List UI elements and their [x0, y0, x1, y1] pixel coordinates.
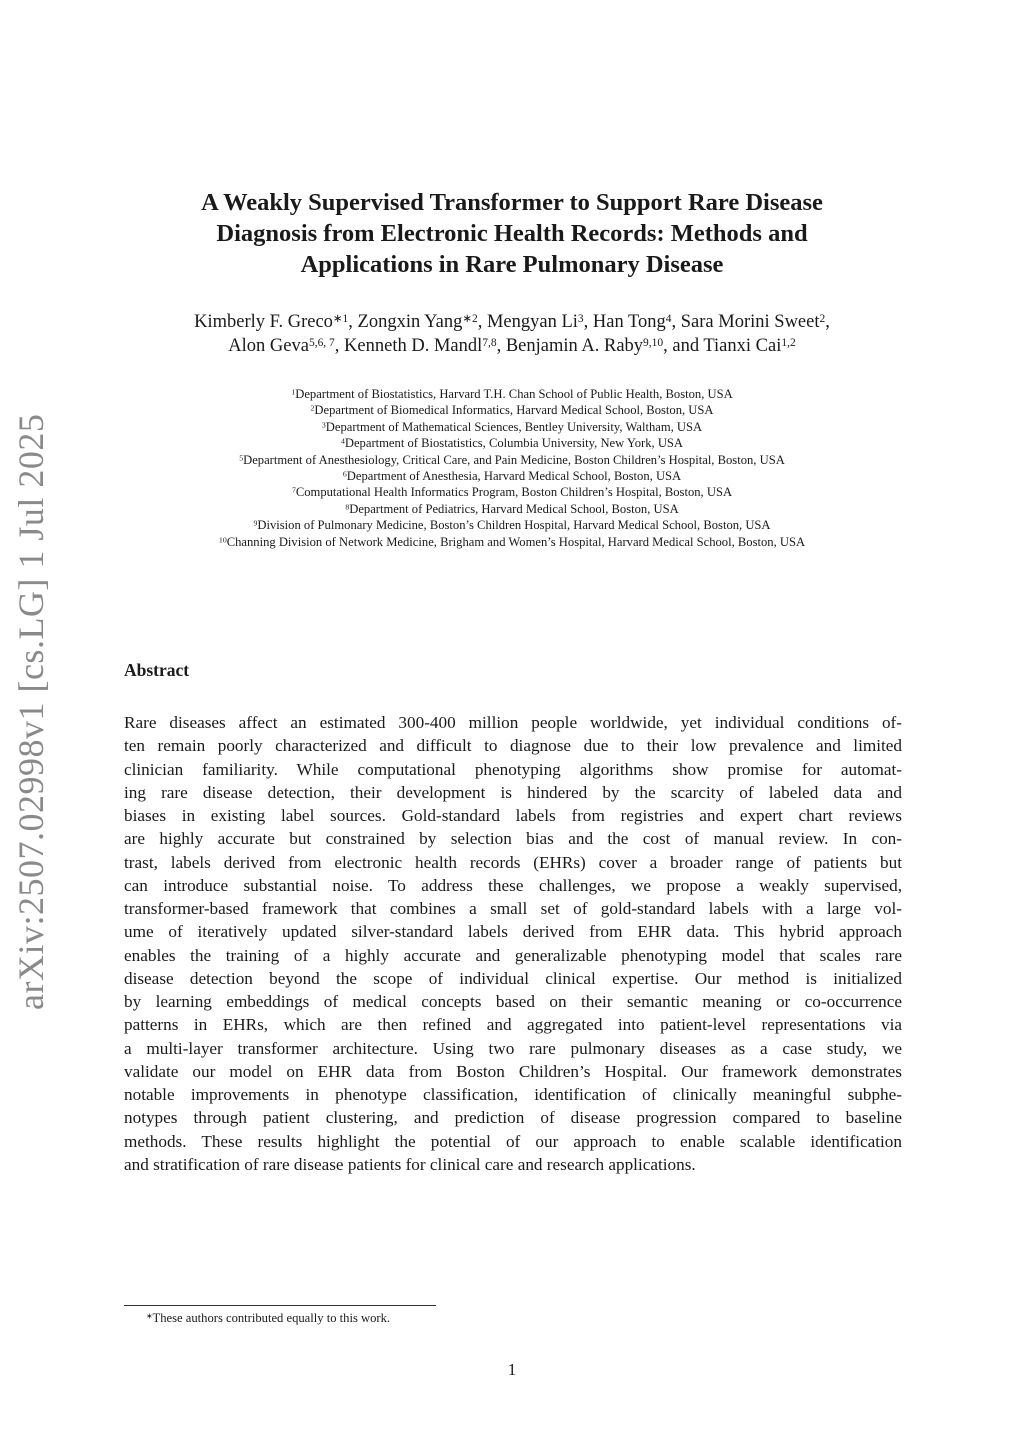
abstract-line: and stratification of rare disease patients for clinical care and research applications. — [124, 1154, 696, 1174]
abstract-line: Rare diseases affect an estimated 300-400 million people worldwide, yet individual conditions of- — [124, 713, 902, 732]
affiliation-number: 10 — [218, 535, 227, 545]
paper-title — [120, 187, 904, 280]
abstract-line: trast, labels derived from electronic health records (EHRs) cover a broader range of patients but — [124, 852, 902, 872]
abstract-line: are highly accurate but constrained by selection bias and the cost of manual review. In con- — [124, 829, 902, 849]
affiliation-number: 4 — [340, 436, 345, 446]
title-line: A Weakly Supervised Transformer to Support Rare Disease — [201, 189, 823, 216]
author-affiliation-mark: 9,10 — [643, 336, 664, 349]
affiliation-text: Channing Division of Network Medicine, Brigham and Women’s Hospital, Harvard Medical School, Boston, USA — [226, 534, 806, 549]
affiliation-list — [100, 386, 924, 550]
abstract-heading: Abstract — [124, 660, 190, 680]
affiliation-item — [100, 435, 924, 451]
affiliation-text: Department of Biomedical Informatics, Harvard Medical School, Boston, USA — [314, 403, 714, 418]
footnote-rule — [124, 1305, 436, 1306]
author-name: Benjamin A. Raby — [505, 336, 644, 356]
affiliation-item — [100, 386, 924, 402]
abstract-line: validate our model on EHR data from Boston Children’s Hospital. Our framework demonstrates — [124, 1061, 902, 1081]
affiliation-item — [100, 452, 924, 468]
abstract-line: by learning embeddings of medical concepts based on their semantic meaning or co-occurrence — [124, 992, 902, 1011]
page-number: 1 — [507, 1360, 517, 1379]
affiliation-text: Computational Health Informatics Program, Boston Children’s Hospital, Boston, USA — [295, 485, 733, 500]
author-affiliation-mark: 7,8 — [482, 336, 497, 349]
abstract-line: ume of iteratively updated silver-standard labels derived from EHR data. This hybrid approach — [124, 922, 902, 942]
affiliation-number: 3 — [321, 420, 326, 430]
author-list — [110, 310, 914, 358]
author-affiliation-mark: ∗2 — [462, 312, 478, 325]
author-name: Kenneth D. Mandl — [344, 336, 483, 356]
abstract-line: notable improvements in phenotype classification, identification of clinically meaningful subphe- — [124, 1085, 902, 1104]
abstract-line: disease detection beyond the scope of individual clinical expertise. Our method is initialized — [124, 968, 902, 988]
affiliation-item — [100, 534, 924, 550]
author-affiliation-mark: 5,6, 7 — [308, 336, 335, 349]
footnote — [146, 1311, 390, 1326]
abstract-line: a multi-layer transformer architecture. Using two rare pulmonary diseases as a case study, we — [124, 1038, 902, 1058]
author-name: Tianxi Cai — [703, 336, 782, 356]
affiliation-text: Department of Biostatistics, Harvard T.H. Chan School of Public Health, Boston, USA — [295, 387, 733, 401]
author-separator: , — [825, 312, 830, 332]
author-separator: , — [671, 312, 681, 332]
affiliation-item — [100, 468, 924, 484]
abstract-line: transformer-based framework that combines a small set of gold-standard labels with a large vol- — [124, 899, 902, 918]
author-name: Sara Morini Sweet — [680, 312, 820, 332]
abstract-line: can introduce substantial noise. To address these challenges, we propose a weakly supervised, — [124, 875, 902, 895]
title-line: Diagnosis from Electronic Health Records: Methods and — [216, 220, 808, 247]
affiliation-text: Department of Pediatrics, Harvard Medical School, Boston, USA — [349, 501, 679, 516]
affiliation-item — [100, 501, 924, 517]
author-line — [110, 310, 914, 334]
author-separator: , and — [663, 336, 704, 356]
author-separator: , — [583, 312, 593, 332]
abstract-line: methods. These results highlight the potential of our approach to enable scalable identification — [124, 1131, 902, 1151]
affiliation-number: 9 — [253, 518, 258, 528]
footnote-text: These authors contributed equally to this work. — [152, 1311, 391, 1325]
author-separator: , — [334, 336, 345, 356]
affiliation-number: 6 — [342, 469, 347, 479]
abstract-body — [124, 711, 902, 1176]
abstract-line: clinician familiarity. While computational phenotyping algorithms show promise for automat- — [124, 759, 902, 779]
affiliation-item — [100, 517, 924, 533]
author-name: Han Tong — [592, 312, 666, 332]
affiliation-text: Division of Pulmonary Medicine, Boston’s Children Hospital, Harvard Medical School, Boston, USA — [257, 518, 771, 533]
author-affiliation-mark: 1,2 — [781, 336, 796, 349]
affiliation-item — [100, 402, 924, 418]
affiliation-text: Department of Biostatistics, Columbia University, New York, USA — [344, 436, 684, 451]
abstract-line: patterns in EHRs, which are then refined and aggregated into patient-level representations via — [124, 1015, 902, 1035]
author-affiliation-mark: 4 — [665, 312, 672, 325]
author-name: Zongxin Yang — [357, 312, 463, 332]
footnote-mark: ∗ — [146, 1311, 153, 1321]
author-line — [110, 334, 914, 358]
abstract-line: notypes through patient clustering, and prediction of disease progression compared to baseline — [124, 1108, 902, 1128]
author-separator: , — [348, 312, 358, 332]
title-line: Applications in Rare Pulmonary Disease — [300, 251, 724, 278]
author-affiliation-mark: 3 — [577, 312, 584, 325]
author-name: Alon Geva — [228, 336, 309, 356]
affiliation-number: 7 — [291, 485, 296, 495]
author-name: Mengyan Li — [486, 312, 578, 332]
abstract-line: ing rare disease detection, their development is hindered by the scarcity of labeled data and — [124, 782, 902, 802]
affiliation-text: Department of Anesthesiology, Critical Care, and Pain Medicine, Boston Children’s Hospital, Boston, USA — [243, 452, 785, 467]
affiliation-number: 2 — [310, 403, 315, 413]
author-affiliation-mark: ∗1 — [332, 312, 349, 325]
affiliation-item — [100, 419, 924, 435]
arxiv-stamp: arXiv:2507.02998v1 [cs.LG] 1 Jul 2025 — [11, 413, 51, 1010]
affiliation-number: 1 — [291, 387, 296, 397]
author-separator: , — [477, 312, 487, 332]
author-name: Kimberly F. Greco — [194, 312, 333, 332]
affiliation-item — [100, 484, 924, 500]
author-separator: , — [496, 336, 506, 356]
author-affiliation-mark: 2 — [819, 312, 826, 325]
abstract-line: ten remain poorly characterized and difficult to diagnose due to their low prevalence and limited — [124, 736, 902, 756]
affiliation-text: Department of Anesthesia, Harvard Medical School, Boston, USA — [346, 469, 682, 484]
affiliation-number: 8 — [345, 502, 350, 512]
affiliation-text: Department of Mathematical Sciences, Bentley University, Waltham, USA — [325, 419, 703, 434]
abstract-line: biases in existing label sources. Gold-standard labels from registries and expert chart reviews — [124, 806, 902, 825]
abstract-line: enables the training of a highly accurate and generalizable phenotyping model that scales rare — [124, 945, 902, 965]
affiliation-number: 5 — [239, 453, 244, 463]
